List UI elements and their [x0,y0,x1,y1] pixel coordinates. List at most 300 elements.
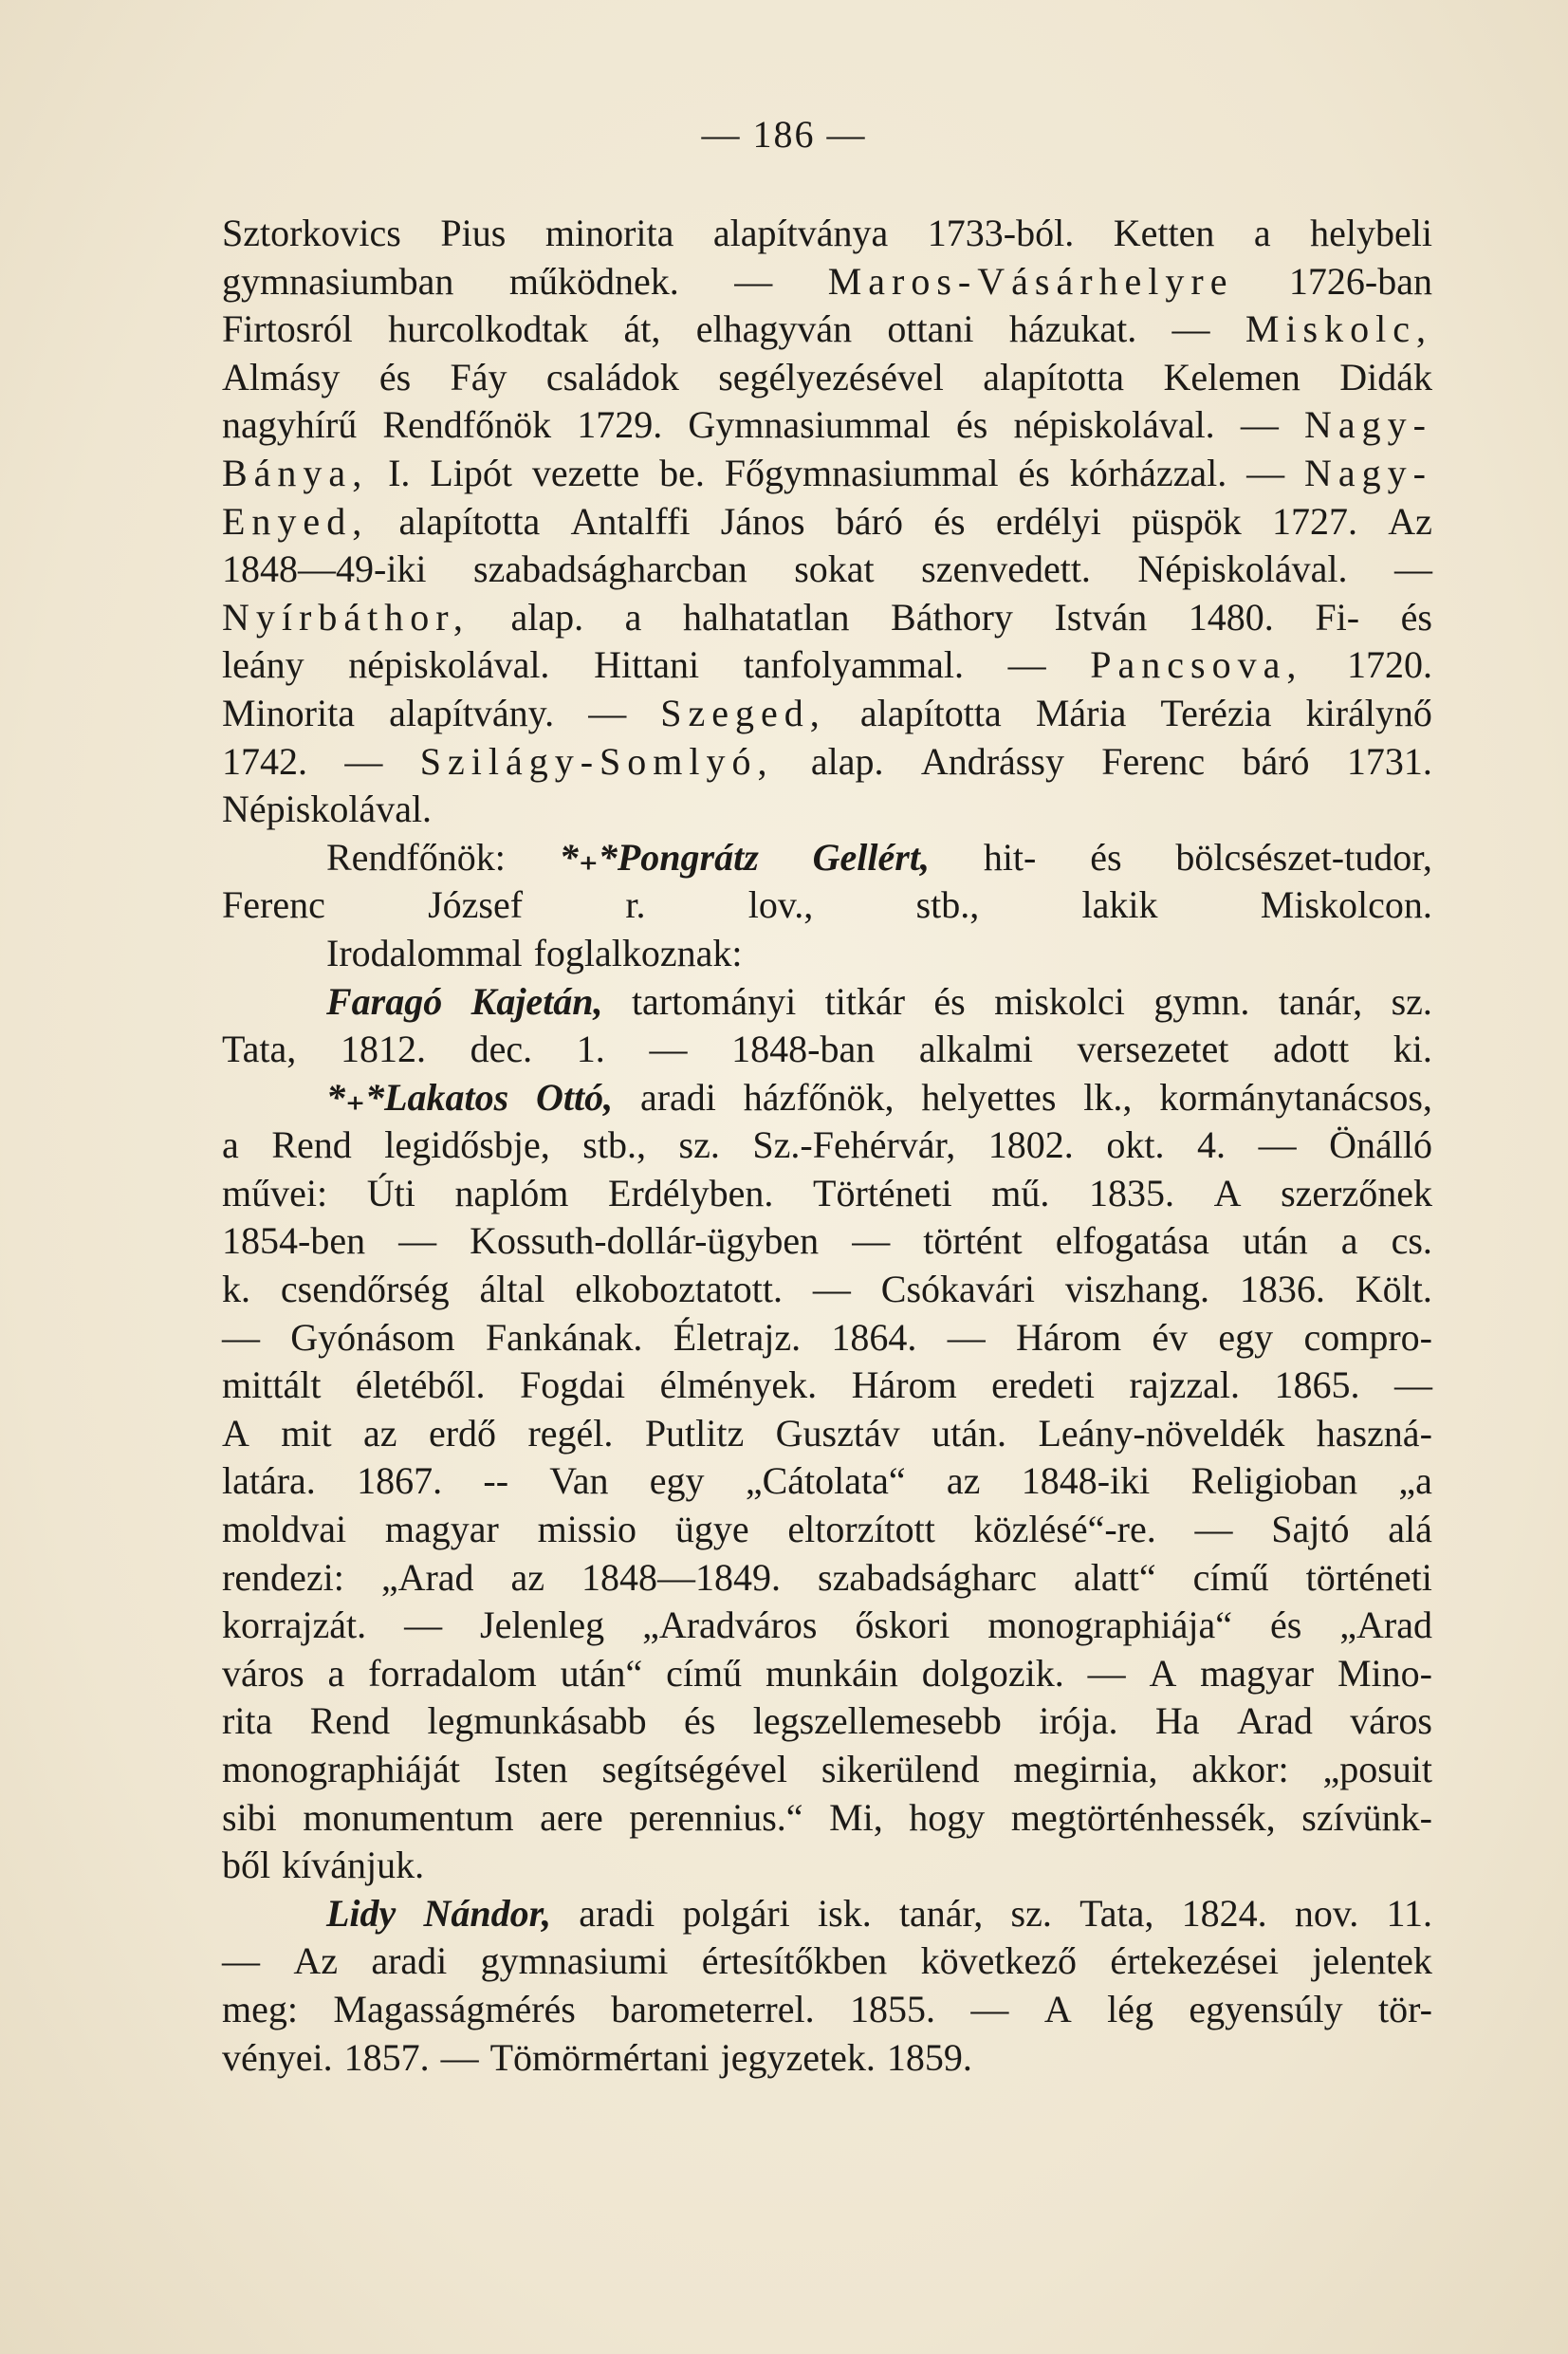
word: akkor: [1191,1748,1289,1790]
word: Főgymnasiummal [724,451,999,494]
word: Gusztáv [775,1411,900,1455]
text-line [222,1362,1432,1411]
word: Kajetán, [470,979,603,1023]
word: helyettes [921,1075,1057,1119]
word: — [1171,307,1210,351]
word: 1. [576,1028,605,1071]
word: családok [545,355,679,399]
word: értekezései [1110,1939,1279,1983]
text-line [222,1315,1432,1363]
word: 1859. [886,2035,972,2079]
word: dolgozik. [921,1651,1064,1695]
word: rajzzal. [1129,1363,1241,1407]
word: 1855. [850,1987,935,2030]
word: őskori [855,1603,950,1647]
word: Fi- [1315,595,1360,639]
word: segélyezésével [718,355,944,399]
body-text [222,211,1432,2083]
word: A [1149,1651,1177,1695]
word: Három [851,1363,957,1407]
word: — [1258,1123,1297,1167]
text-line [222,1027,1432,1075]
word: Mária [1035,691,1127,734]
word: ből [222,1844,271,1887]
word: viszhang. [1064,1268,1210,1311]
word: és [1090,835,1122,879]
word: magyar [1200,1651,1315,1695]
word: Szeged, [660,691,826,734]
word: aradi [579,1891,655,1935]
word: egy [1218,1315,1274,1359]
word: sz. [1391,979,1432,1023]
text-line [222,882,1432,931]
word: 1727. [1271,499,1357,543]
word: A [1213,1171,1242,1214]
word: legidősbje, [384,1123,550,1167]
word: sibi [222,1795,277,1839]
word: korrajzát. [222,1603,367,1647]
word: aradi [639,1075,716,1119]
word: erdélyi [995,499,1101,543]
word: „Arad [1339,1603,1432,1647]
text-line [222,1122,1432,1171]
word: Tata, [222,1028,297,1071]
word: monumentum [303,1795,514,1839]
word: cs. [1391,1219,1432,1263]
word: Szilágy-Somlyó, [419,739,774,783]
word: alap. [510,595,584,639]
word: 1729. [577,403,663,447]
word: szívünk- [1301,1795,1432,1839]
word: mittált [222,1363,322,1407]
word: 1835. [1088,1171,1174,1214]
word: című [666,1651,743,1695]
word: sikerülend [821,1748,980,1790]
text-line [222,1555,1432,1603]
word: történt [923,1219,1023,1263]
word: Fogdai [520,1363,626,1407]
word: — [1246,451,1285,494]
word: Minorita [222,691,355,734]
word: alap. [810,739,884,783]
word: az [946,1459,981,1503]
text-line [222,1171,1432,1219]
word: rendezi: [222,1555,344,1599]
word: kívánjuk. [282,1844,425,1887]
word: megtörténhessék, [1010,1795,1276,1839]
word: egy [649,1459,705,1503]
word: Putlitz [644,1411,745,1455]
word: a [327,1651,345,1695]
word: Rendfőnök [382,403,552,447]
word: alapítvány. [389,691,555,734]
word: és [1269,1603,1302,1647]
word: k. [222,1268,250,1311]
text-line [222,547,1432,595]
word: házukat. [1008,307,1137,351]
word: Ferenc [1101,739,1206,783]
word: Miskolc, [1245,307,1432,351]
word: báró [1242,739,1310,783]
word: monographiáját [222,1748,461,1790]
word: Kossuth-dollár-ügyben [470,1219,820,1263]
word: szerzőnek [1281,1171,1432,1214]
word: aere [540,1795,603,1839]
text-line [222,306,1432,355]
word: — [222,1315,260,1359]
word: művei: [222,1171,328,1214]
word: — [440,2035,479,2079]
text-line [222,211,1432,259]
word: missio [537,1508,637,1551]
word: lakik [1081,883,1158,927]
word: eredeti [991,1363,1095,1407]
word: regél. [527,1411,614,1455]
word: stb., [915,883,980,927]
word: és [378,355,412,399]
word: Három [1015,1315,1122,1359]
word: Mi, [829,1795,883,1839]
word: vezette [531,451,640,494]
text-line [222,1507,1432,1555]
word: Terézia [1160,691,1272,734]
word: polgári [682,1891,790,1935]
word: Sz.-Fehérvár, [752,1123,956,1167]
word: sokat [794,547,875,591]
word: Gymnasiummal [688,403,931,447]
text-line [222,1747,1432,1795]
word: — [852,1219,891,1263]
word: 1726-ban [1288,259,1432,303]
word: működnek. [508,259,679,303]
word: Báthory [891,595,1013,639]
word: ki. [1393,1028,1432,1071]
word: Rend [309,1699,391,1743]
word: stb., [582,1123,646,1167]
word: Pius [440,212,507,254]
word: -- [483,1459,509,1503]
word: után“ [560,1651,643,1695]
word: élmények. [659,1363,818,1407]
word: és [933,979,966,1023]
text-line [222,1698,1432,1747]
text-line [222,1267,1432,1315]
word: ügye [674,1508,749,1551]
word: című [1192,1555,1269,1599]
text-line [222,691,1432,739]
word: — [404,1603,443,1647]
word: helybeli [1310,212,1432,254]
word: Magasságmérés [333,1987,576,2030]
word: gymn. [1153,979,1250,1023]
text-line [222,451,1432,499]
word: Ferenc [222,883,325,927]
word: jegyzetek. [720,2035,876,2079]
text-line [222,931,1432,979]
word: titkár [824,979,906,1023]
word: 1480. [1188,595,1274,639]
word: Pancsova, [1090,643,1303,687]
text-line [222,1651,1432,1699]
word: 1857. [343,2035,430,2079]
word: *₊*Lakatos [326,1075,509,1119]
word: legszellemesebb [752,1699,1002,1743]
word: *₊*Pongrátz [559,835,759,879]
word: „a [1398,1459,1432,1503]
word: Rendfőnök: [326,835,506,879]
word: naplóm [454,1171,569,1214]
word: 1802. [987,1123,1074,1167]
word: alatt“ [1074,1555,1156,1599]
text-line [222,499,1432,547]
word: dec. [470,1028,533,1071]
word: alá [1388,1508,1432,1551]
word: az [510,1555,545,1599]
word: vényei. [222,2035,333,2079]
word: tanfolyammal. [743,643,964,687]
word: szabadságharcban [473,547,747,591]
word: Van [549,1459,609,1503]
word: miskolci [994,979,1125,1023]
word: compro- [1303,1315,1432,1359]
word: latára. [222,1459,316,1503]
word: — [1394,1363,1432,1407]
word: az [363,1411,397,1455]
word: aradi [371,1939,448,1983]
word: év [1152,1315,1189,1359]
word: után. [932,1411,1007,1455]
word: Nyírbáthor, [222,595,470,639]
word: magyar [384,1508,499,1551]
word: 1865. [1274,1363,1360,1407]
word: Ottó, [536,1075,614,1119]
word: rita [222,1699,273,1743]
text-line [222,1411,1432,1459]
word: Isten [493,1748,568,1790]
word: tanár, [1278,979,1363,1023]
word: forradalom [368,1651,537,1695]
word: alapította [398,499,541,543]
word: 1731. [1346,739,1432,783]
word: Népiskolával. [1137,547,1348,591]
word: Ha [1154,1699,1200,1743]
word: perennius.“ [629,1795,803,1839]
word: Fáy [450,355,507,399]
word: Firtosról [222,307,353,351]
word: szenvedett. [921,547,1091,591]
word: házfőnök, [743,1075,895,1119]
word: sz. [678,1123,720,1167]
text-line [222,355,1432,403]
word: alkalmi [918,1028,1033,1071]
word: kormánytanácsos, [1159,1075,1432,1119]
word: a [1340,1219,1358,1263]
word: Rend [271,1123,352,1167]
text-line [222,1891,1432,1939]
word: István [1054,595,1148,639]
word: — [1194,1508,1233,1551]
word: a [1253,212,1271,254]
word: és [956,403,988,447]
word: Arad [1236,1699,1313,1743]
text-line [222,259,1432,307]
word: elhagyván [695,307,853,351]
word: 1867. [357,1459,443,1503]
word: ottani [887,307,974,351]
word: tör- [1377,1987,1432,2030]
word: 1742. [222,739,307,783]
word: r. [625,883,646,927]
word: megirnia, [1013,1748,1158,1790]
word: moldvai [222,1508,347,1551]
word: tartományi [631,979,797,1023]
word: mit [281,1411,332,1455]
word: és [1018,451,1050,494]
word: közlésé“-re. [973,1508,1156,1551]
word: történeti [1305,1555,1432,1599]
text-line [222,979,1432,1028]
text-line [222,2035,1432,2084]
word: Faragó [326,979,443,1023]
word: Enyed, [222,499,369,543]
word: — [398,1219,437,1263]
word: alapította [859,691,1002,734]
word: mű. [991,1171,1050,1214]
word: nagyhírű [222,403,358,447]
word: foglalkoznak: [533,931,743,974]
word: kórházzal. [1069,451,1227,494]
word: adott [1273,1028,1350,1071]
word: — [1240,403,1279,447]
word: 1733-ból. [927,212,1075,254]
word: Miskolcon. [1260,883,1432,927]
word: Lidy [326,1891,397,1935]
word: Leány-növeldék [1038,1411,1285,1455]
word: Nagy- [1304,451,1432,494]
text-line [222,642,1432,691]
text-line [222,1218,1432,1267]
word: — [812,1268,851,1311]
word: eltorzított [787,1508,935,1551]
word: Kelemen [1163,355,1301,399]
word: szabadságharc [818,1555,1038,1599]
word: isk. [818,1891,872,1935]
word: József [428,883,524,927]
text-line [222,1458,1432,1507]
word: Az [1388,499,1432,543]
word: 1848—49-iki [222,547,427,591]
word: monographiája“ [987,1603,1233,1647]
text-line [222,1603,1432,1651]
word: lég [1107,1987,1153,2030]
word: 1720. [1346,643,1432,687]
word: és [683,1699,716,1743]
word: Gellért, [812,835,930,879]
word: minorita [544,212,674,254]
text-line [222,1843,1432,1891]
word: a [624,595,642,639]
word: — [970,1987,1009,2030]
word: János [720,499,805,543]
word: gymnasiumi [480,1939,669,1983]
text-line [222,1795,1432,1844]
word: Tata, [1079,1891,1154,1935]
word: — [649,1028,688,1071]
word: bölcsészet-tudor, [1175,835,1432,879]
word: Csókavári [880,1268,1035,1311]
word: alapítványa [712,212,889,254]
word: jelentek [1312,1939,1432,1983]
word: lov., [747,883,814,927]
word: által [479,1268,545,1311]
text-line [222,835,1432,883]
word: Almásy [222,355,341,399]
word: Fankának. [485,1315,643,1359]
word: át, [623,307,661,351]
word: „posuit [1322,1748,1432,1790]
word: „Aradváros [642,1603,818,1647]
word: értesítőkben [701,1939,888,1983]
word: barometerrel. [611,1987,815,2030]
word: Antalffi [570,499,691,543]
word: királynő [1305,691,1432,734]
word: Történeti [813,1171,952,1214]
word: versezetet [1077,1028,1229,1071]
word: Maros-Vásárhelyre [827,259,1234,303]
word: Nándor, [423,1891,552,1935]
text-line [222,1987,1432,2035]
text-line [222,787,1432,835]
word: nov. [1294,1891,1359,1935]
word: A [1043,1987,1072,2030]
word: okt. [1106,1123,1165,1167]
word: Tömörmértani [489,2035,710,2079]
word: leány [222,643,304,687]
word: püspök [1132,499,1242,543]
word: sz. [1010,1891,1052,1935]
word: Jelenleg [480,1603,605,1647]
text-line [222,1938,1432,1987]
word: 1848—1849. [581,1555,782,1599]
word: Költ. [1355,1268,1432,1311]
word: Életrajz. [673,1315,802,1359]
word: csendőrség [280,1268,450,1311]
word: — [588,691,627,734]
word: munkáin [765,1651,898,1695]
word: Sajtó [1271,1508,1350,1551]
word: 1836. [1239,1268,1325,1311]
word: haszná- [1316,1411,1432,1455]
word: Az [293,1939,338,1983]
word: Lipót [430,451,512,494]
word: 1854-ben [222,1219,366,1263]
word: Nagy- [1303,403,1432,447]
word: irója. [1039,1699,1118,1743]
word: életéből. [355,1363,486,1407]
text-line [222,739,1432,788]
text-line [222,1075,1432,1123]
word: báró [835,499,903,543]
word: 1848-iki [1021,1459,1151,1503]
word: tanár, [898,1891,984,1935]
word: és [1400,595,1432,639]
word: után [1242,1219,1308,1263]
word: — [1393,547,1432,591]
word: hit- [983,835,1037,879]
word: — [734,259,773,303]
word: 1812. [340,1028,426,1071]
page-number: — 186 — [701,113,867,156]
